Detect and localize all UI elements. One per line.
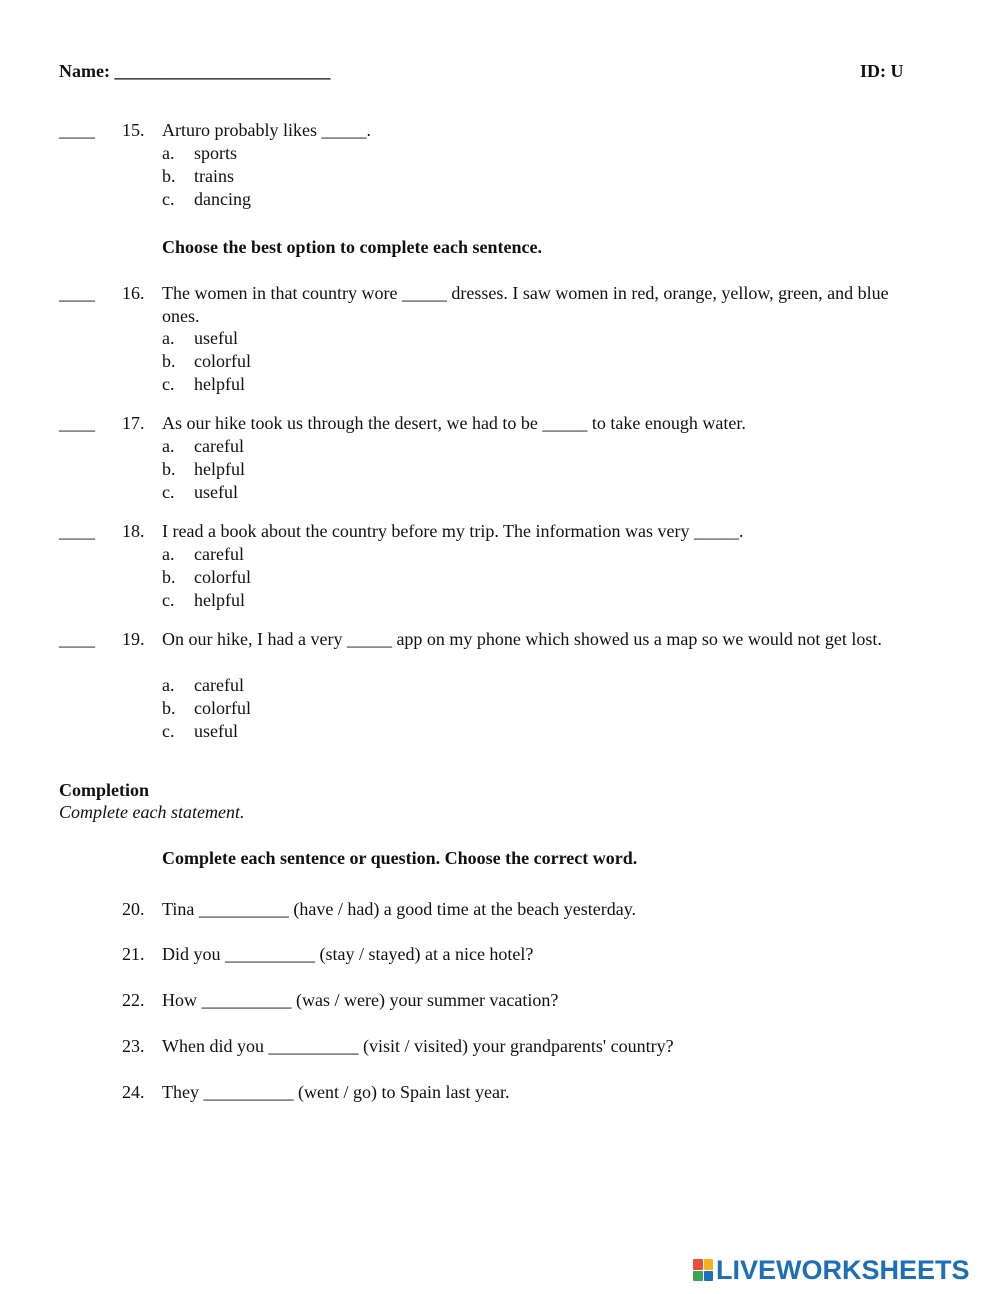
- completion-text[interactable]: When did you __________ (visit / visited) your grandparents' country?: [162, 1036, 674, 1056]
- logo-mark-tile: [704, 1271, 714, 1282]
- option-text: colorful: [194, 567, 251, 587]
- option-text: trains: [194, 166, 234, 186]
- name-field-label: Name: ________________________: [59, 61, 331, 81]
- option-text: colorful: [194, 698, 251, 718]
- option-letter: c.: [162, 482, 175, 502]
- question-number: 24.: [122, 1082, 145, 1102]
- logo-text: LIVEWORKSHEETS: [716, 1255, 970, 1285]
- option-text: helpful: [194, 459, 245, 479]
- answer-blank[interactable]: ____: [59, 521, 95, 541]
- answer-blank[interactable]: ____: [59, 120, 95, 140]
- option-text: careful: [194, 544, 244, 564]
- option-text: helpful: [194, 374, 245, 394]
- option-letter: a.: [162, 544, 175, 564]
- section-instruction: Complete each sentence or question. Choose the correct word.: [162, 848, 638, 868]
- logo-mark-tile: [693, 1271, 703, 1282]
- option-letter: c.: [162, 189, 175, 209]
- section-instruction: Choose the best option to complete each sentence.: [162, 237, 542, 257]
- option-letter: b.: [162, 166, 176, 186]
- option-letter: b.: [162, 351, 176, 371]
- question-stem: As our hike took us through the desert, we had to be _____ to take enough water.: [162, 413, 746, 433]
- option-text: careful: [194, 436, 244, 456]
- question-number: 18.: [122, 521, 145, 541]
- question-number: 22.: [122, 990, 145, 1010]
- question-number: 23.: [122, 1036, 145, 1056]
- option-letter: c.: [162, 374, 175, 394]
- option-letter: c.: [162, 590, 175, 610]
- completion-text[interactable]: Did you __________ (stay / stayed) at a nice hotel?: [162, 944, 534, 964]
- question-stem: On our hike, I had a very _____ app on my phone which showed us a map so we would not get lost.: [162, 629, 882, 649]
- completion-text[interactable]: Tina __________ (have / had) a good time at the beach yesterday.: [162, 899, 637, 919]
- id-label: ID: U: [860, 61, 904, 81]
- question-number: 16.: [122, 283, 145, 303]
- answer-blank[interactable]: ____: [59, 413, 95, 433]
- option-letter: b.: [162, 567, 176, 587]
- option-text: useful: [194, 721, 238, 741]
- question-number: 17.: [122, 413, 145, 433]
- option-letter: b.: [162, 698, 176, 718]
- logo-mark-icon: [693, 1259, 713, 1281]
- option-text: colorful: [194, 351, 251, 371]
- option-letter: a.: [162, 675, 175, 695]
- option-text: useful: [194, 328, 238, 348]
- option-text: sports: [194, 143, 238, 163]
- option-text: helpful: [194, 590, 245, 610]
- question-number: 15.: [122, 120, 145, 140]
- question-stem: I read a book about the country before my trip. The information was very _____.: [162, 521, 744, 541]
- option-text: careful: [194, 675, 244, 695]
- option-letter: a.: [162, 143, 175, 163]
- option-letter: a.: [162, 328, 175, 348]
- answer-blank[interactable]: ____: [59, 629, 95, 649]
- option-text: dancing: [194, 189, 251, 209]
- option-letter: c.: [162, 721, 175, 741]
- completion-text[interactable]: They __________ (went / go) to Spain last year.: [162, 1082, 510, 1102]
- section-title: Completion: [59, 780, 149, 800]
- completion-text[interactable]: How __________ (was / were) your summer vacation?: [162, 990, 559, 1010]
- question-number: 21.: [122, 944, 145, 964]
- question-stem: Arturo probably likes _____.: [162, 120, 371, 140]
- question-stem: The women in that country wore _____ dresses. I saw women in red, orange, yellow, green, and blue ones.: [162, 283, 889, 326]
- logo-mark-tile: [693, 1259, 703, 1270]
- option-letter: b.: [162, 459, 176, 479]
- question-number: 19.: [122, 629, 145, 649]
- answer-blank[interactable]: ____: [59, 283, 95, 303]
- option-letter: a.: [162, 436, 175, 456]
- option-text: useful: [194, 482, 238, 502]
- question-number: 20.: [122, 899, 145, 919]
- liveworksheets-logo: [693, 1257, 970, 1283]
- logo-mark-tile: [704, 1259, 714, 1270]
- section-subtitle: Complete each statement.: [59, 802, 245, 822]
